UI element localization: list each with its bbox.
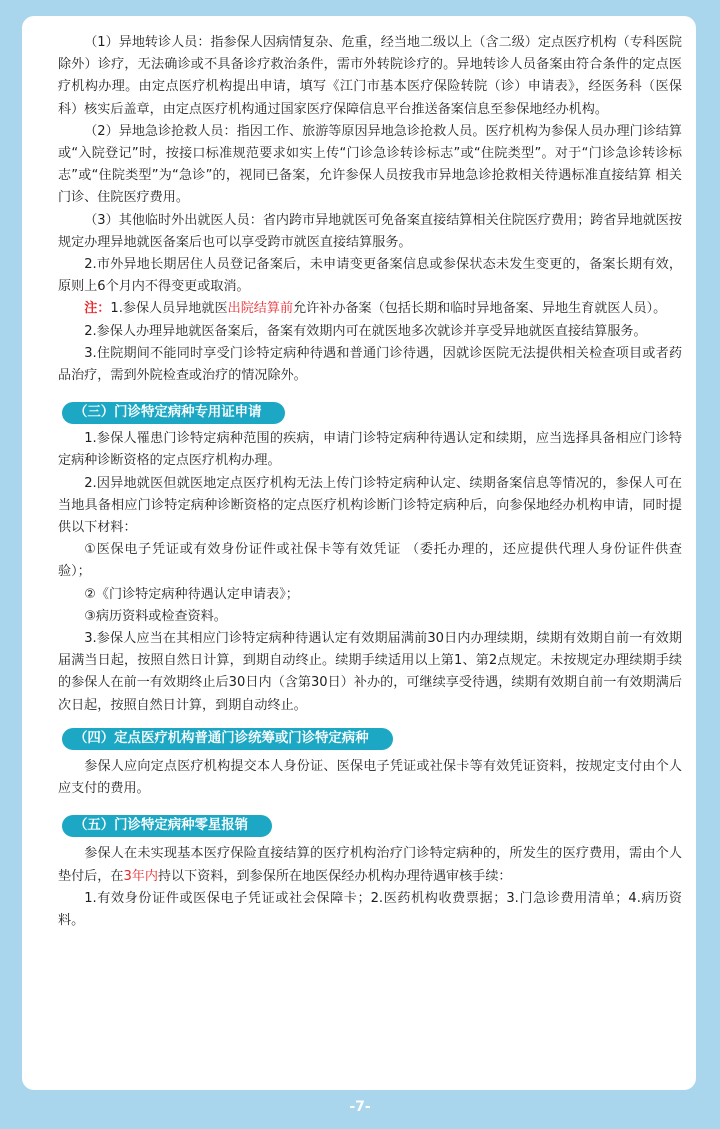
note-label: 注： <box>84 301 111 317</box>
section-4-paragraph-1: 参保人应向定点医疗机构提交本人身份证、医保电子凭证或社保卡等有效凭证资料，按规定支付由个人应支付的费用。 <box>58 758 682 797</box>
transfer-patients-paragraph: （1）异地转诊人员：指参保人因病情复杂、危重，经当地二级以上（含二级）定点医疗机构（专科医院除外）诊疗，无法确诊或不具备诊疗救治条件，需市外转院诊疗的。异地转诊人员备案由符合条件的定点医疗机构办理。由定点医疗机构提出申请，填写《江门市基本医疗保险转院（诊）申请表》，经医务科（医保科）核实后盖章，由定点医疗机构通过国家医疗保障信息平台推送备案信息至参保地经办机构。 <box>58 35 682 117</box>
section-3-header <box>58 401 682 424</box>
section-3-paragraph-2: 2.因异地就医但就医地定点医疗机构无法上传门诊特定病种认定、续期备案信息等情况的，参保人可在当地具备相应门诊特定病种诊断资格的定点医疗机构诊断门诊特定病种后，向参保地经办机构申请，同时提供以下材料： <box>58 475 682 536</box>
section-4-title: （四）定点医疗机构普通门诊统筹或门诊特定病种 <box>62 728 393 750</box>
section-3-paragraph-3: 3.参保人应当在其相应门诊特定病种待遇认定有效期届满前30日内办理续期，续期有效期自前一有效期届满当日起，按照自然日计算，到期自动终止。续期手续适用以上第1、第2点规定。未按规定办理续期手续的参保人在前一有效期终止后30日内（含第30日）补办的，可继续享受待遇，续期有效期自前一有效期满后次日起，按照自然日计算，到期自动终止。 <box>58 631 682 713</box>
note-text-pre: 1.参保人员异地就医 <box>110 301 228 317</box>
long-term-residents-paragraph: 2.市外异地长期居住人员登记备案后，未申请变更备案信息或参保状态未发生变更的，备案长期有效，原则上6个月内不得变更或取消。 <box>58 257 682 295</box>
note-paragraph <box>58 298 682 320</box>
section-5-highlight: 3年内 <box>123 868 158 884</box>
section-3-title: （三）门诊特定病种专用证申请 <box>62 402 285 424</box>
section-5-text-post: 持以下资料，到参保所在地医保经办机构办理待遇审核手续： <box>158 868 512 884</box>
note-item-3: 3.住院期间不能同时享受门诊特定病种待遇和普通门诊待遇，因就诊医院无法提供相关检查项目或者药品治疗，需到外院检查或治疗的情况除外。 <box>58 345 682 384</box>
section-3-material-2: ②《门诊特定病种待遇认定申请表》； <box>84 586 299 602</box>
section-5-title: （五）门诊特定病种零星报销 <box>62 815 272 837</box>
section-3-material-1: ①医保电子凭证或有效身份证件或社保卡等有效凭证 （委托办理的，还应提供代理人身份证件供查验）； <box>58 542 682 580</box>
section-3-material-3: ③病历资料或检查资料。 <box>84 608 227 624</box>
temporary-patients-paragraph: （3）其他临时外出就医人员：省内跨市异地就医可免备案直接结算相关住院医疗费用；跨省异地就医按规定办理异地就医备案后也可以享受跨市就医直接结算服务。 <box>58 212 682 250</box>
content-card <box>22 16 696 1090</box>
section-5-header <box>58 814 682 837</box>
page-number: -7- <box>349 1099 371 1115</box>
section-5-paragraph-2: 1.有效身份证件或医保电子凭证或社会保障卡；2.医药机构收费票据；3.门急诊费用清单；4.病历资料。 <box>58 890 682 928</box>
note-highlight: 出院结算前 <box>227 301 294 317</box>
section-5-paragraph-1 <box>58 843 682 887</box>
section-4-header <box>58 727 682 750</box>
section-3-paragraph-1: 1.参保人罹患门诊特定病种范围的疾病，申请门诊特定病种待遇认定和续期，应当选择具备相应门诊特定病种诊断资格的定点医疗机构办理。 <box>58 431 682 469</box>
section-5-text-pre: 参保人在未实现基本医疗保险直接结算的医疗机构治疗门诊特定病种的，所发生的医疗费用，需由个人垫付后，在 <box>58 846 682 884</box>
emergency-patients-paragraph: （2）异地急诊抢救人员：指因工作、旅游等原因异地急诊抢救人员。医疗机构为参保人员办理门诊结算或“入院登记”时，按接口标准规范要求如实上传“门诊急诊转诊标志”或“住院类型”。对于“门诊急诊转诊标志”或“住院类型”为“急诊”的，视同已备案，允许参保人员按我市异地急诊抢救相关待遇标准直接结算 相关门诊、住院医疗费用。 <box>58 123 682 206</box>
note-text-post: 允许补办备案（包括长期和临时异地备案、异地生育就医人员）。 <box>293 301 667 317</box>
note-item-2: 2.参保人办理异地就医备案后，备案有效期内可在就医地多次就诊并享受异地就医直接结算服务。 <box>84 323 647 339</box>
